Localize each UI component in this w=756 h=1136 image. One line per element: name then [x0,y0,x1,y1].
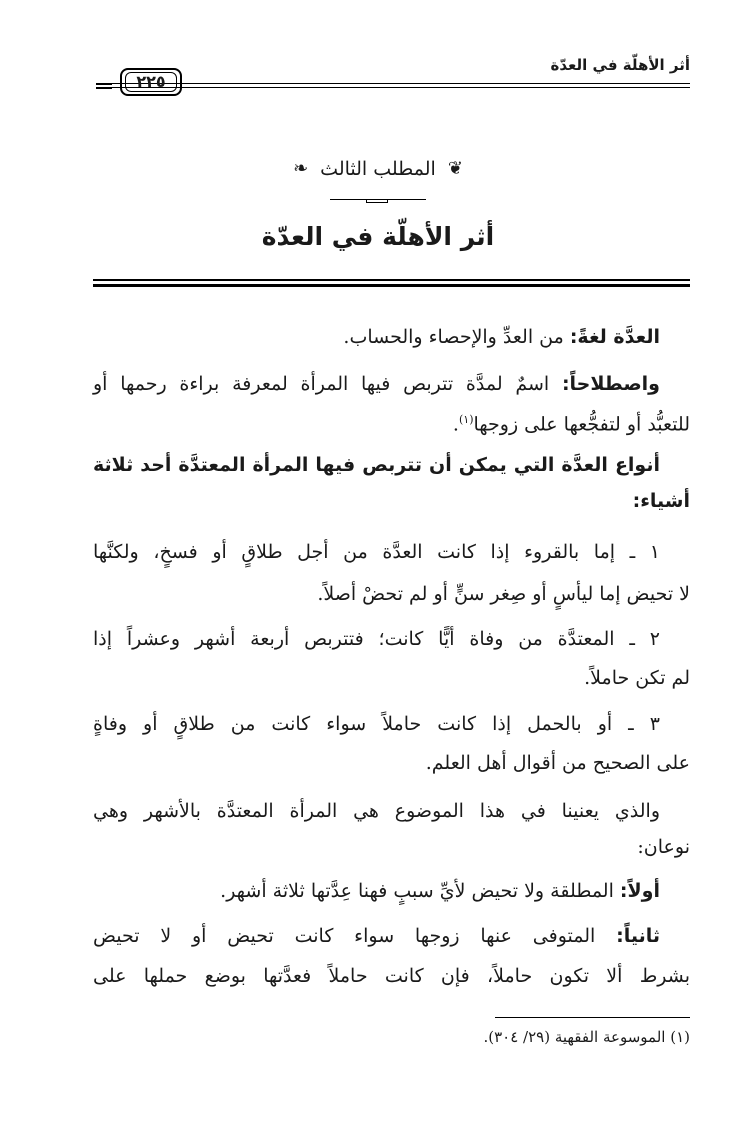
definition-technical: اسمٌ لمدَّة تتربص فيها المرأة لمعرفة براءة رحمها أو [93,373,562,395]
second-type-line1 [93,919,690,953]
second-term: ثانياً: [616,925,660,947]
header-rule-stub [96,84,112,85]
section-label [0,158,756,180]
definition-technical-cont: للتعبُّد أو لتفجُّعها على زوجها [473,413,690,436]
page-number: ٢٢٥ [120,68,182,96]
period: . [452,413,459,436]
paragraph-months-line2: نوعان: [637,836,690,858]
heading-divider-notch [366,199,388,203]
second-text: المتوفى عنها زوجها سواء كانت تحيض أو لا تحيض [93,925,617,947]
paragraph-types-line1: أنواع العدَّة التي يمكن أن تتربص فيها المرأة المعتدَّة أحد ثلاثة [93,454,660,476]
first-type [93,874,690,908]
first-term: أولاً: [619,880,660,902]
title-rule [93,279,690,281]
paragraph-definition-term-line2 [93,403,690,441]
title-rule [93,284,690,287]
item-2-line2: لم تكن حاملاً. [584,667,690,689]
section-title: أثر الأهلّة في العدّة [261,222,495,251]
paragraph-types-line2: أشياء: [632,490,690,512]
item-1-line2: لا تحيض إما ليأسٍ أو صِغر سنٍّ أو لم تحضْ أصلاً. [317,583,690,605]
header-rule [96,87,690,88]
first-text: المطلقة ولا تحيض لأيِّ سببٍ فهنا عِدَّتها ثلاثة أشهر. [220,880,620,902]
header-rule [96,83,690,84]
definition-lang: من العدِّ والإحصاء والحساب. [343,326,570,348]
ornament-left-icon: ❧ [293,158,309,179]
second-type-line2: بشرط ألا تكون حاملاً، فإن كانت حاملاً فعدَّتها بوضع حملها على [93,965,690,987]
footnote: (١) الموسوعة الفقهية (٢٩/ ٣٠٤). [483,1028,690,1046]
paragraph-definition-term-line1 [93,367,690,401]
ornament-right-icon: ❦ [447,158,463,179]
running-title: أثر الأهلّة في العدّة [550,56,690,74]
paragraph-definition-lang [93,320,690,354]
term-technical: واصطلاحاً: [561,373,660,395]
term-lang: العدَّة لغةً: [569,326,660,348]
header-rule-stub [96,88,112,89]
item-1-line1: ١ ـ إما بالقروء إذا كانت العدَّة من أجل طلاقٍ أو فسخٍ، ولكنَّها [93,541,660,563]
footnote-rule [495,1017,690,1018]
item-3-line1: ٣ ـ أو بالحمل إذا كانت حاملاً سواء كانت من طلاقٍ أو وفاةٍ [93,713,660,735]
paragraph-months-line1: والذي يعنينا في هذا الموضوع هي المرأة المعتدَّة بالأشهر وهي [93,800,660,822]
section-label-text: المطلب الثالث [320,158,436,180]
footnote-ref: (١) [458,413,474,426]
item-2-line1: ٢ ـ المعتدَّة من وفاة أيًّا كانت؛ فتتربص أربعة أشهر وعشراً إذا [93,628,660,650]
item-3-line2: على الصحيح من أقوال أهل العلم. [425,752,690,774]
